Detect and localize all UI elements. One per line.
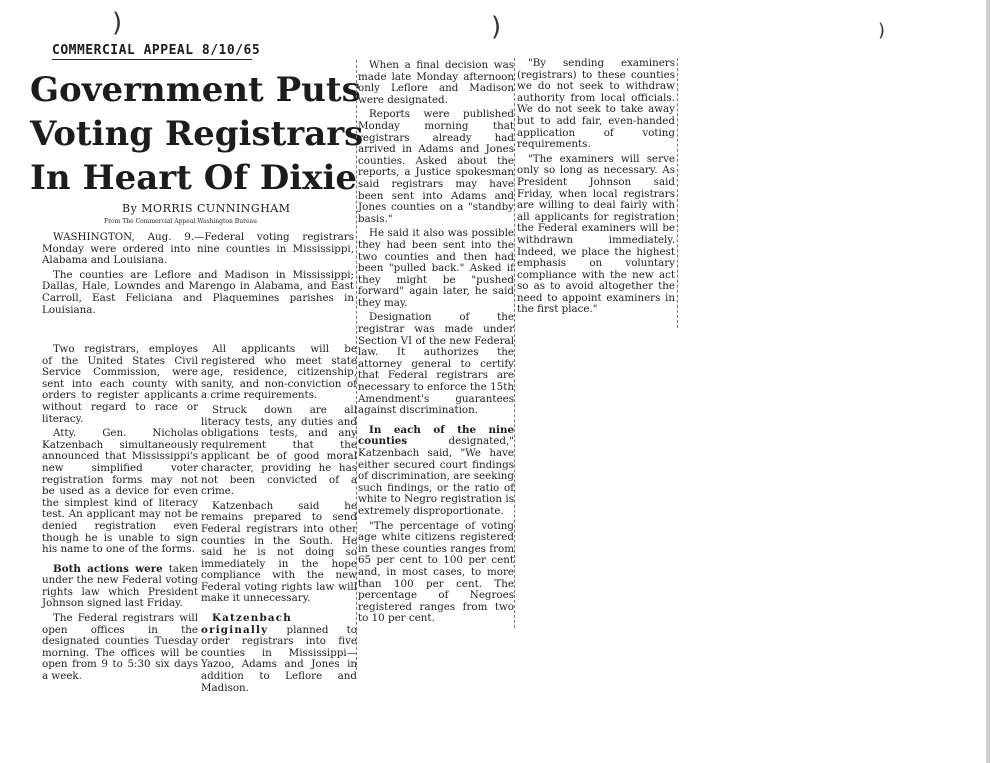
punch-mark-center: ) <box>491 12 502 42</box>
masthead-dateline: COMMERCIAL APPEAL 8/10/65 <box>52 43 261 58</box>
column-divider-4 <box>514 58 516 628</box>
column-3-paragraph-4: Designation of the registrar was made under Section VI of the new Federal law. It authorizes the attorney general to certify that Federal registrars are necessary to enforce the 15th Amendment's guarantees against discrimination. <box>358 311 514 417</box>
column-2-paragraph-1: All applicants will be registered who meet state age, residence, citizenship, sanity, and non-conviction of a crime requirements. <box>201 343 357 402</box>
headline <box>30 68 364 200</box>
column-3-paragraph-5-text: designated," Katzenbach said, "We have either secured court findings of discrimination, are seeking such findings, or the ratio of white to Negro registration is extremely disproportionate. <box>358 435 514 517</box>
column-2-paragraph-4-text: planned to order registrars into five counties in Mississippi—Yazoo, Adams and Jones in addition to Leflore and Madison. <box>201 623 357 694</box>
column-divider-5 <box>677 58 679 328</box>
column-3-paragraph-2: Reports were published Monday morning that registrars already had arrived in Adams and Jones counties. Asked about the reports, a Justice spokesman said registrars may have been sent into Adams and Jones counties on a "standby basis." <box>358 108 514 225</box>
column-divider-3 <box>356 60 358 670</box>
column-1-paragraph-2: Atty. Gen. Nicholas Katzenbach simultaneously announced that Mississippi's new simplified voter registration forms may not be used as a device for even the simplest kind of literacy test. An applicant may not be denied registration even though he is unable to sign his name to one of the forms. <box>42 427 198 556</box>
article-column-4 <box>517 58 675 319</box>
column-3-paragraph-3: He said it also was possible they had been sent into the two counties and then had been "pulled back." Asked if they might be "pushed forward" again later, he said they may. <box>358 227 514 309</box>
column-2-paragraph-4 <box>201 613 357 694</box>
punch-mark-right: ) <box>878 20 886 41</box>
scan-edge <box>986 0 990 763</box>
column-4-paragraph-1: "By sending examiners (registrars) to these counties we do not seek to withdraw authority from local officials. We do not seek to take away but to add fair, even-handed application of voting requirements. <box>517 57 675 151</box>
article-column-1 <box>42 344 198 686</box>
column-2-paragraph-2: Struck down are all literacy tests, any duties and obligations tests, and any requirement that the applicant be of good moral character, providing he has not been convicted of a crime. <box>201 403 357 498</box>
lead-paragraphs <box>42 232 354 319</box>
headline-line-2: Voting Registrars <box>30 114 364 154</box>
column-2-lead-in: Katzenbach originally <box>201 612 292 636</box>
column-1-paragraph-4: The Federal registrars will open offices in the designated counties Tuesday morning. The offices will be open from 9 to 5:30 six days a week. <box>42 612 198 683</box>
column-3-lead-in: In each of the nine counties <box>358 423 514 448</box>
article-column-3 <box>358 60 514 628</box>
bureau-credit: From The Commercial Appeal Washington Bureau <box>104 218 257 225</box>
lead-paragraph-2: The counties are Leflore and Madison in Mississippi; Dallas, Hale, Lowndes and Marengo in Alabama, and East Carroll, East Feliciana and Plaquemines parishes in Louisiana. <box>42 268 354 316</box>
column-1-lead-in: Both actions were <box>53 562 163 575</box>
column-3-paragraph-1: When a final decision was made late Monday afternoon only Leflore and Madison were designated. <box>358 59 514 106</box>
column-4-paragraph-2: "The examiners will serve only so long as necessary. As President Johnson said Friday, when local registrars are willing to deal fairly with all applicants for registration the Federal examiners will be withdrawn immediately. Indeed, we place the highest emphasis on voluntary compliance with the new act so as to avoid altogether the need to appoint examiners in the first place." <box>517 152 675 316</box>
column-1-paragraph-3 <box>42 564 198 610</box>
column-3-paragraph-6: "The percentage of voting age white citizens registered in these counties ranges from 65 per cent to 100 per cent and, in most cases, to more than 100 per cent. The percentage of Negroes registered ranges from two to 10 per cent. <box>358 519 514 625</box>
byline: By MORRIS CUNNINGHAM <box>122 202 291 215</box>
column-2-paragraph-3: Katzenbach said he remains prepared to send Federal registrars into other counties in the South. He said he is not doing so immediately in the hope compliance with the new Federal voting rights law will make it unnecessary. <box>201 499 357 605</box>
column-1-paragraph-1: Two registrars, employes of the United States Civil Service Commission, were sent into each county with orders to register applicants without regard to race or literacy. <box>42 343 198 425</box>
lead-paragraph-1: WASHINGTON, Aug. 9.—Federal voting registrars Monday were ordered into nine counties in Mississippi, Alabama and Louisiana. <box>42 231 354 267</box>
headline-line-3: In Heart Of Dixie <box>30 158 358 198</box>
punch-mark-left: ) <box>112 8 123 38</box>
article-column-2 <box>201 344 357 697</box>
column-1-paragraph-3-text: taken under the new Federal voting rights law which President Johnson signed last Friday. <box>42 562 198 610</box>
column-3-paragraph-5 <box>358 425 514 518</box>
headline-line-1: Government Puts <box>30 70 361 110</box>
